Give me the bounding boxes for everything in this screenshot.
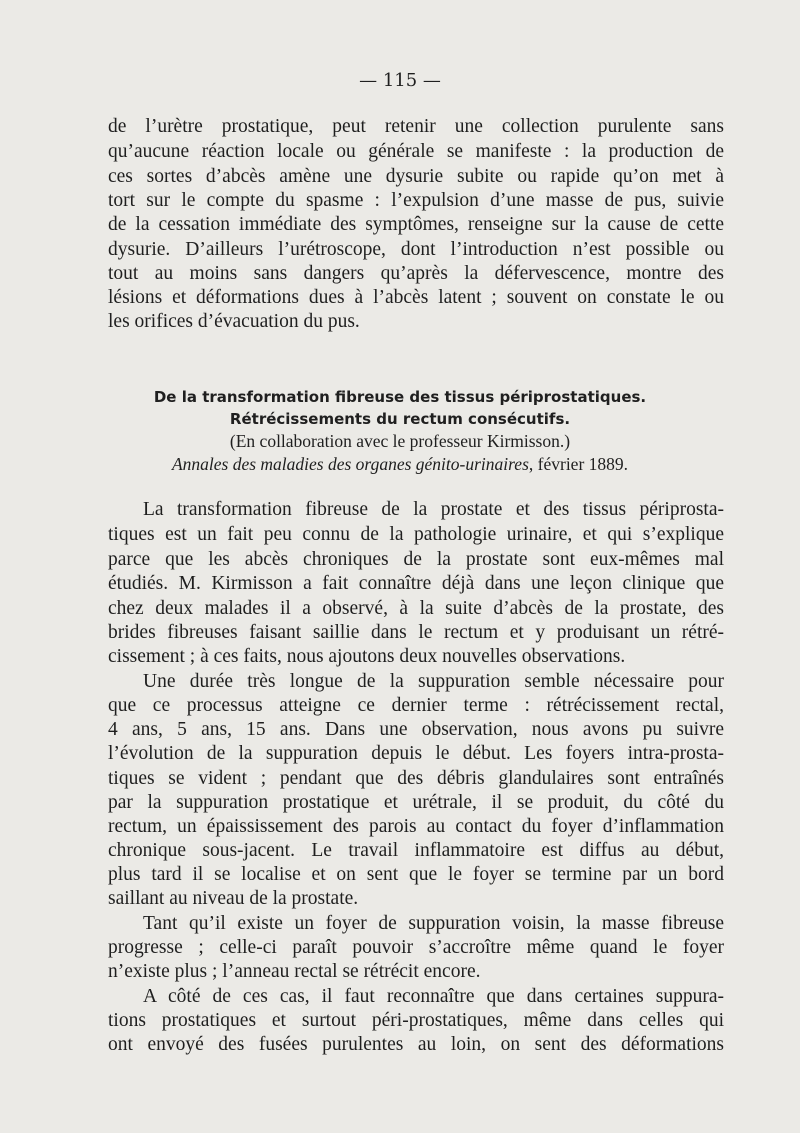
text-line: Tant qu’il existe un foyer de suppuration voisin, la masse fibreuse [143, 913, 724, 934]
text-line: plus tard il se localise et on sent que le foyer se termine par un bord [108, 864, 724, 885]
text-line: les orifices d’évacuation du pus. [108, 311, 360, 332]
text-line: tions prostatiques et surtout péri-prostatiques, même dans celles qui [108, 1010, 724, 1031]
text-line: par la suppuration prostatique et urétrale, il se produit, du côté du [108, 792, 724, 813]
text-line: ces sortes d’abcès amène une dysurie subite ou rapide qu’on met à [108, 166, 724, 187]
section-subtitle: Rétrécissements du rectum consécutifs. [229, 410, 571, 428]
text-line: 4 ans, 5 ans, 15 ans. Dans une observation, nous avons pu suivre [108, 719, 724, 740]
text-line: saillant au niveau de la prostate. [108, 888, 359, 909]
text-line: A côté de ces cas, il faut reconnaître que dans certaines suppura- [143, 986, 724, 1007]
text-line: chronique sous-jacent. Le travail inflammatoire est diffus au début, [108, 840, 724, 861]
section-title: De la transformation fibreuse des tissus périprostatiques. [153, 388, 647, 406]
text-line: chez deux malades il a observé, à la suite d’abcès de la prostate, des [108, 598, 724, 619]
citation-date: , février 1889. [528, 454, 629, 474]
text-line: étudiés. M. Kirmisson a fait connaître déjà dans une leçon clinique que [108, 573, 724, 594]
text-line: La transformation fibreuse de la prostate et des tissus périprosta- [143, 499, 724, 520]
text-line: rectum, un épaississement des parois au contact du foyer d’inflammation [108, 816, 724, 837]
text-line: brides fibreuses faisant saillie dans le rectum et y produisant un rétré- [108, 622, 724, 643]
text-line: tiques se vident ; pendant que des débris glandulaires sont entraînés [108, 768, 724, 789]
text-line: tort sur le compte du spasme : l’expulsion d’une masse de pus, suivie [108, 190, 724, 211]
text-line: tiques est un fait peu connu de la pathologie urinaire, et qui s’explique [108, 524, 724, 545]
collaboration-note: (En collaboration avec le professeur Kirmisson.) [229, 431, 571, 451]
text-line: qu’aucune réaction locale ou générale se manifeste : la production de [108, 141, 724, 162]
text-line: cissement ; à ces faits, nous ajoutons deux nouvelles observations. [108, 646, 626, 667]
journal-title: Annales des maladies des organes génito-urinaires [171, 454, 529, 474]
text-line: lésions et déformations dues à l’abcès latent ; souvent on constate le ou [108, 287, 724, 308]
text-line: Une durée très longue de la suppuration semble nécessaire pour [143, 671, 724, 692]
page-number: — 115 — [359, 70, 441, 91]
text-line: tout au moins sans dangers qu’après la défervescence, montre des [108, 263, 724, 284]
text-line: progresse ; celle-ci paraît pouvoir s’accroître même quand le foyer [108, 937, 724, 958]
text-line: l’évolution de la suppuration depuis le début. Les foyers intra-prosta- [108, 743, 724, 764]
text-line: ont envoyé des fusées purulentes au loin, on sent des déformations [108, 1034, 724, 1055]
text-line: dysurie. D’ailleurs l’urétroscope, dont l’introduction n’est possible ou [108, 239, 724, 260]
text-line: parce que les abcès chroniques de la prostate sont eux-mêmes mal [108, 549, 724, 570]
text-line: de l’urètre prostatique, peut retenir une collection purulente sans [108, 116, 724, 137]
text-line: n’existe plus ; l’anneau rectal se rétrécit encore. [108, 961, 481, 982]
text-line: que ce processus atteigne ce dernier terme : rétrécissement rectal, [108, 695, 724, 716]
text-line: de la cessation immédiate des symptômes, renseigne sur la cause de cette [108, 214, 724, 235]
citation [0, 454, 800, 475]
